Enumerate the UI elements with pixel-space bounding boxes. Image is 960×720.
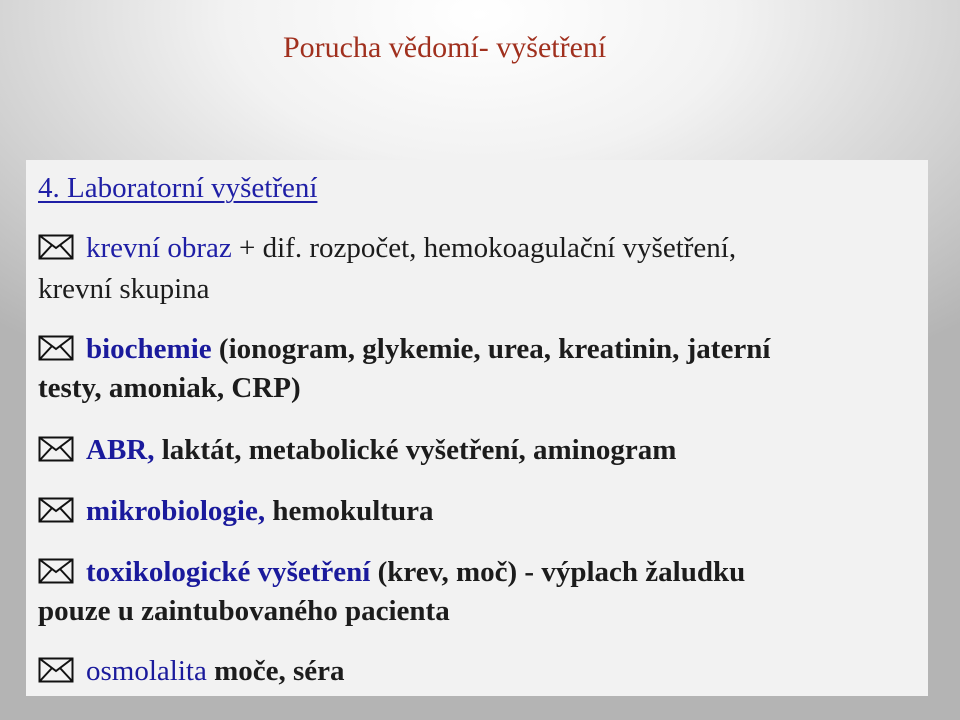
list-item-continuation: krevní skupina: [38, 273, 210, 305]
envelope-icon: [38, 497, 74, 523]
list-item-osmolality: [38, 653, 345, 689]
item-lead: ABR,: [86, 434, 155, 466]
item-lead: osmolalita: [86, 655, 207, 687]
list-item-toxicology: [38, 554, 745, 590]
item-text: moče, séra: [206, 655, 345, 687]
content-panel: [26, 160, 928, 696]
item-text: laktát, metabolické vyšetření, aminogram: [154, 434, 677, 466]
list-item-biochemistry: [38, 331, 770, 367]
slide-title: Porucha vědomí- vyšetření: [283, 31, 607, 64]
envelope-icon: [38, 558, 74, 584]
envelope-icon: [38, 657, 74, 683]
item-lead: mikrobiologie,: [86, 495, 266, 527]
item-text: (ionogram, glykemie, urea, kreatinin, jaterní: [211, 333, 771, 365]
section-heading: 4. Laboratorní vyšetření: [38, 172, 318, 204]
item-lead: toxikologické vyšetření: [86, 556, 371, 588]
list-item-blood-count: [38, 230, 736, 266]
item-lead: biochemie: [86, 333, 212, 365]
item-text: hemokultura: [265, 495, 434, 527]
envelope-icon: [38, 234, 74, 260]
envelope-icon: [38, 335, 74, 361]
list-item-abr: [38, 432, 676, 468]
list-item-microbiology: [38, 493, 434, 529]
list-item-continuation: pouze u zaintubovaného pacienta: [38, 595, 450, 627]
item-text: + dif. rozpočet, hemokoagulační vyšetření,: [231, 232, 737, 264]
envelope-icon: [38, 436, 74, 462]
item-text: (krev, moč) - výplach žaludku: [370, 556, 746, 588]
item-lead: krevní obraz: [86, 232, 232, 264]
list-item-continuation: testy, amoniak, CRP): [38, 372, 301, 404]
